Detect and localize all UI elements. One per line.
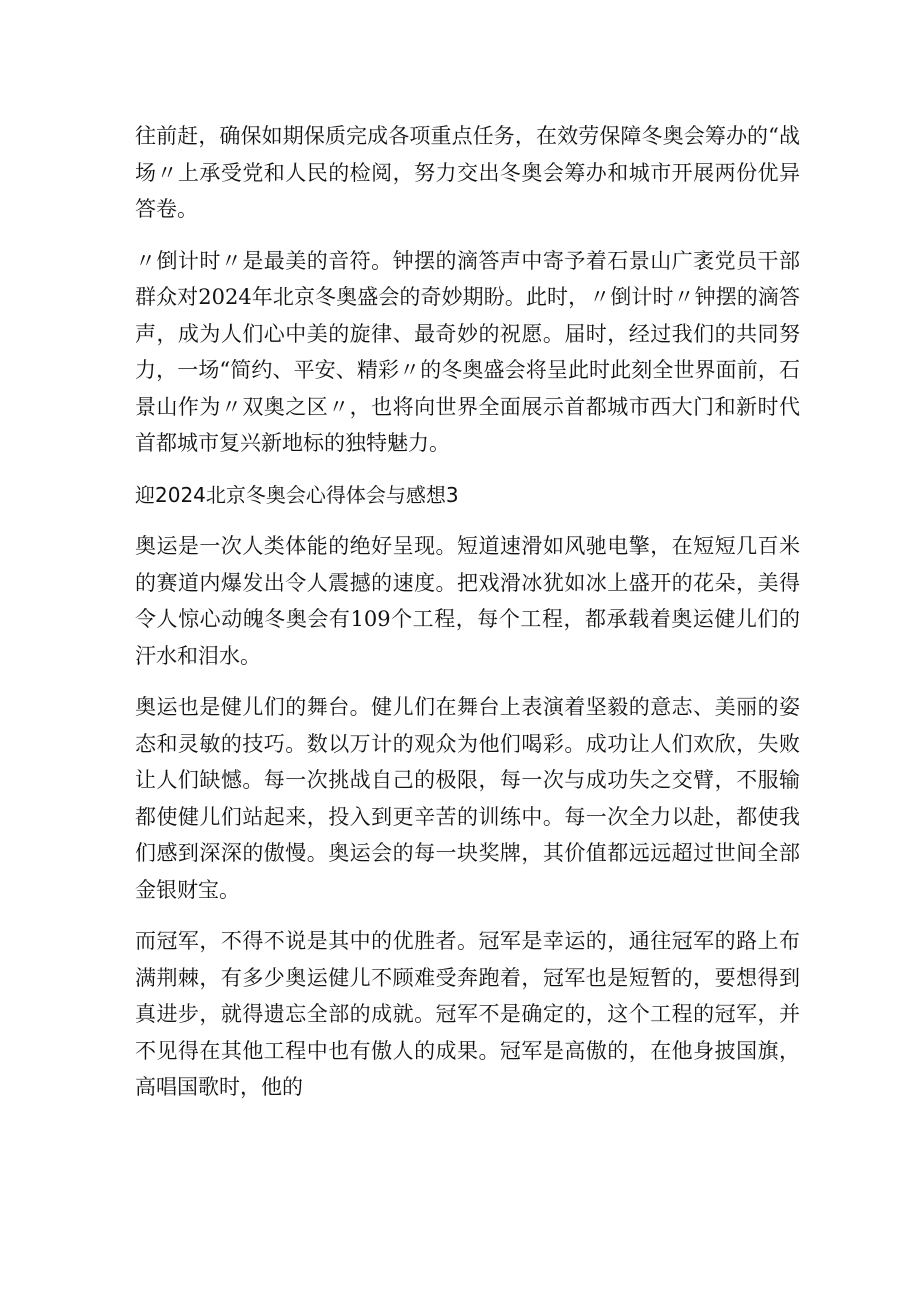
paragraph-3: 奥运是一次人类体能的绝好呈现。短道速滑如风驰电擎，在短短几百米的赛道内爆发出令人震撼的速度。把戏滑冰犹如冰上盛开的花朵，美得令人惊心动魄冬奥会有109个工程，每个工程，都承载着奥运健儿们的汗水和泪水。 bbox=[135, 534, 800, 668]
paragraph-4: 奥运也是健儿们的舞台。健儿们在舞台上表演着坚毅的意志、美丽的姿态和灵敏的技巧。数以万计的观众为他们喝彩。成功让人们欢欣，失败让人们缺憾。每一次挑战自己的极限，每一次与成功失之交臂，不服输都使健儿们站起来，投入到更辛苦的训练中。每一次全力以赴，都使我们感到深深的傲慢。奥运会的每一块奖牌，其价值都远远超过世间全部金银财宝。 bbox=[135, 695, 800, 902]
paragraph-1: 往前赶，确保如期保质完成各项重点任务，在效劳保障冬奥会筹办的“战场〃上承受党和人民的检阅，努力交出冬奥会筹办和城市开展两份优异答卷。 bbox=[135, 124, 800, 221]
document-body bbox=[135, 118, 800, 1121]
paragraph-5: 而冠军，不得不说是其中的优胜者。冠军是幸运的，通往冠军的路上布满荆棘，有多少奥运健儿不顾难受奔跑着，冠军也是短暂的，要想得到真进步，就得遗忘全部的成就。冠军不是确定的，这个工程的冠军，并不见得在其他工程中也有傲人的成果。冠军是高傲的，在他身披国旗，高唱国歌时，他的 bbox=[135, 929, 800, 1099]
paragraph-2: 〃倒计时〃是最美的音符。钟摆的滴答声中寄予着石景山广袤党员干部群众对2024年北京冬奥盛会的奇妙期盼。此时，〃倒计时〃钟摆的滴答声，成为人们心中美的旋律、最奇妙的祝愿。届时，经过我们的共同努力，一场“简约、平安、精彩〃的冬奥盛会将呈此时此刻全世界面前，石景山作为〃双奥之区〃，也将向世界全面展示首都城市西大门和新时代首都城市复兴新地标的独特魅力。 bbox=[135, 248, 800, 455]
section-title: 迎2024北京冬奥会心得体会与感想3 bbox=[135, 482, 459, 507]
